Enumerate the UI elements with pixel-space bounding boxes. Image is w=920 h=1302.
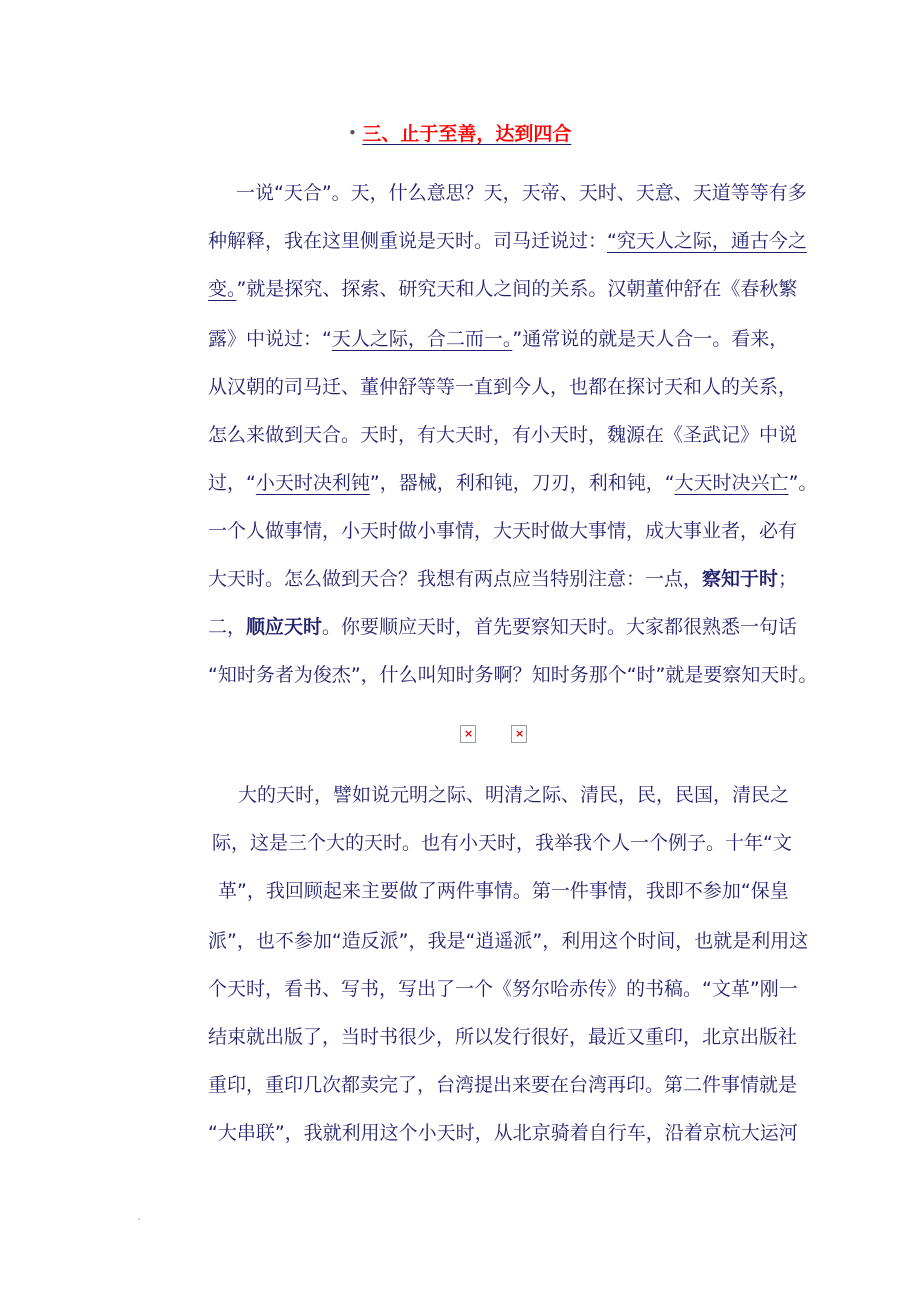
broken-image-x: × (515, 727, 525, 740)
quote-link-sima-qian[interactable]: “究天人之际，通古今之 (607, 230, 807, 252)
text-line (208, 372, 798, 402)
text-span: ； (778, 568, 798, 590)
text-line (218, 876, 789, 906)
text-span: 个天时，看书、写书，写出了一个《努尔哈赤传》的书稿。“文革”刚一 (208, 978, 798, 1000)
text-span: 二， (208, 616, 247, 638)
quote-link-great-tianshi[interactable]: 大天时决兴亡 (674, 472, 789, 494)
heading-title-link[interactable]: 三、止于至善，达到四合 (362, 123, 572, 145)
broken-image-icon[interactable] (460, 725, 476, 743)
text-span: 露》中说过：“ (208, 328, 332, 350)
text-span: 过，“ (208, 472, 256, 494)
quote-link-small-tianshi[interactable]: 小天时决利钝 (255, 472, 370, 494)
text-span: 一说“天合”。天，什么意思？天，天帝、天时、天意、天道等等有多 (236, 182, 807, 204)
section-heading (0, 118, 920, 149)
text-span: 怎么来做到天合。天时，有大天时，有小天时，魏源在《圣武记》中说 (208, 424, 798, 446)
text-span: “大串联”，我就利用这个小天时，从北京骑着自行车，沿着京杭大运河 (208, 1122, 798, 1144)
text-line (208, 1022, 798, 1052)
broken-image-icon[interactable] (511, 725, 527, 743)
text-span: 派”，也不参加“造反派”，我是“逍遥派”，利用这个时间，也就是利用这 (208, 930, 809, 952)
heading-bullet: • (348, 126, 357, 140)
text-line (208, 612, 798, 642)
text-span: 际，这是三个大的天时。也有小天时，我举我个人一个例子。十年“文 (212, 832, 792, 854)
text-line (208, 226, 807, 256)
text-span: 结束就出版了，当时书很少，所以发行很好，最近又重印，北京出版社 (208, 1026, 798, 1048)
text-line (208, 324, 789, 354)
text-line (208, 516, 798, 546)
bold-phrase: 察知于时 (702, 568, 779, 590)
page-speck (138, 1218, 140, 1220)
quote-link-dong-zhongshu[interactable]: 天人之际，合二而一。 (331, 328, 513, 350)
text-line (208, 660, 818, 690)
text-line (236, 178, 807, 208)
text-line (208, 274, 798, 304)
text-span: ”通常说的就是天人合一。看来， (512, 328, 789, 350)
text-span: ”。 (788, 472, 818, 494)
broken-image-x: × (464, 727, 474, 740)
text-span: 一个人做事情，小天时做小事情，大天时做大事情，成大事业者，必有 (208, 520, 798, 542)
text-span: 种解释，我在这里侧重说是天时。司马迁说过： (208, 230, 608, 252)
text-span: 重印，重印几次都卖完了，台湾提出来要在台湾再印。第二件事情就是 (208, 1074, 798, 1096)
text-line (208, 564, 798, 594)
text-line (208, 1070, 798, 1100)
text-span: 从汉朝的司马迁、董仲舒等等一直到今人，也都在探讨天和人的关系， (208, 376, 798, 398)
text-line (238, 780, 790, 810)
text-line (208, 974, 798, 1004)
text-span: 大天时。怎么做到天合？我想有两点应当特别注意：一点， (208, 568, 703, 590)
text-line (212, 828, 792, 858)
text-span: 革”，我回顾起来主要做了两件事情。第一件事情，我即不参加“保皇 (218, 880, 789, 902)
text-span: ”就是探究、探索、研究天和人之间的关系。汉朝董仲舒在《春秋繁 (236, 278, 798, 300)
text-line (208, 1118, 798, 1148)
text-span: “知时务者为俊杰”，什么叫知时务啊？知时务那个“时”就是要察知天时。 (208, 664, 818, 686)
text-span: 。你要顺应天时，首先要察知天时。大家都很熟悉一句话 (322, 616, 798, 638)
image-row (0, 725, 920, 747)
bold-phrase: 顺应天时 (246, 616, 323, 638)
text-span: ”，器械，利和钝，刀刃，利和钝，“ (369, 472, 675, 494)
text-span: 大的天时，譬如说元明之际、明清之际、清民，民，民国，清民之 (238, 784, 790, 806)
text-line (208, 468, 818, 498)
text-line (208, 926, 809, 956)
text-line (208, 420, 798, 450)
quote-link-sima-qian-end[interactable]: 变。 (208, 278, 237, 300)
